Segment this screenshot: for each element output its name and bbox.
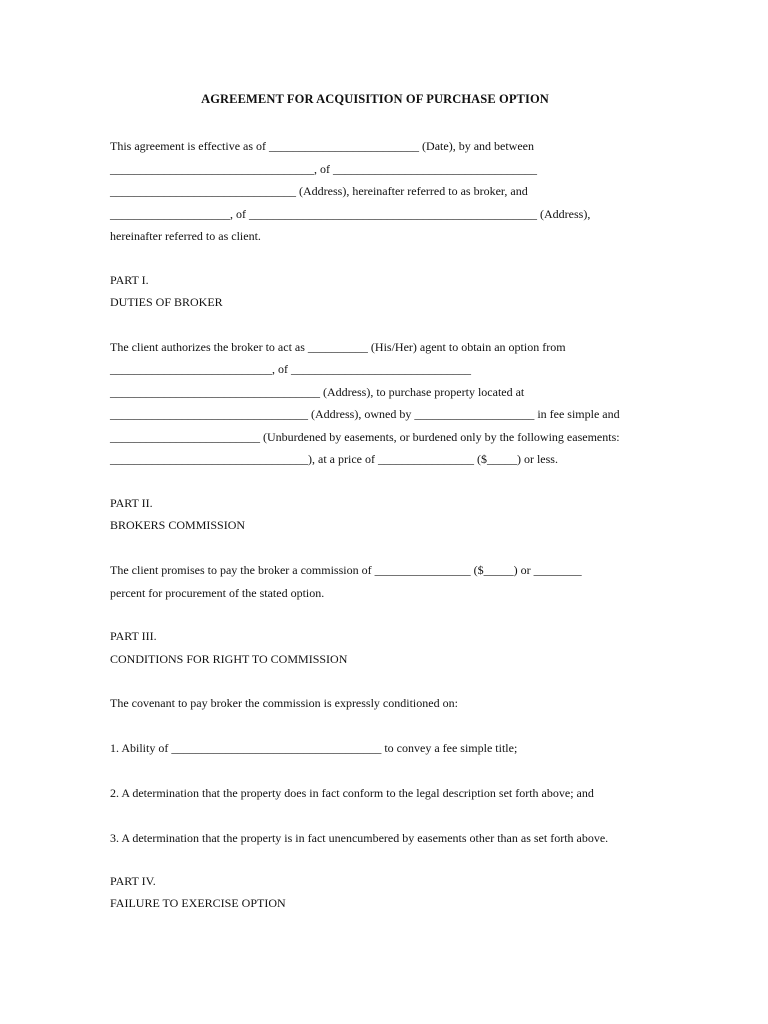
intro-line-2: __________________________________, of __________________________________ — [110, 162, 537, 176]
part2-heading: PART II. — [110, 496, 153, 510]
part2-line-2: percent for procurement of the stated option. — [110, 586, 325, 600]
part3-subheading: CONDITIONS FOR RIGHT TO COMMISSION — [110, 652, 348, 666]
part1-line-6: _________________________________), at a price of ________________ ($_____) or less. — [110, 452, 558, 466]
part4-heading: PART IV. — [110, 874, 156, 888]
part3-item-1: 1. Ability of ___________________________________ to convey a fee simple title; — [110, 741, 518, 755]
intro-line-4: ____________________, of ________________________________________________ (Address), — [110, 207, 591, 221]
document-title: AGREEMENT FOR ACQUISITION OF PURCHASE OPTION — [201, 92, 549, 106]
part3-heading: PART III. — [110, 629, 157, 643]
part2-subheading: BROKERS COMMISSION — [110, 518, 246, 532]
part1-line-2: ___________________________, of ______________________________ — [110, 362, 471, 376]
part3-item-3: 3. A determination that the property is in fact unencumbered by easements other than as set forth above. — [110, 831, 609, 845]
part1-heading: PART I. — [110, 273, 149, 287]
part1-line-5: _________________________ (Unburdened by easements, or burdened only by the following easements: — [110, 430, 620, 444]
part1-line-3: ___________________________________ (Address), to purchase property located at — [110, 385, 525, 399]
document-page — [110, 0, 650, 1024]
part1-subheading: DUTIES OF BROKER — [110, 295, 223, 309]
part3-item-2: 2. A determination that the property does in fact conform to the legal description set forth above; and — [110, 786, 594, 800]
intro-line-1: This agreement is effective as of _________________________ (Date), by and between — [110, 139, 534, 153]
part4-subheading: FAILURE TO EXERCISE OPTION — [110, 896, 286, 910]
intro-line-5: hereinafter referred to as client. — [110, 229, 261, 243]
intro-line-3: _______________________________ (Address), hereinafter referred to as broker, and — [110, 184, 528, 198]
part1-line-4: _________________________________ (Address), owned by ____________________ in fee simple and — [110, 407, 620, 421]
part2-line-1: The client promises to pay the broker a commission of ________________ ($_____) or ________ — [110, 563, 582, 577]
part3-intro: The covenant to pay broker the commission is expressly conditioned on: — [110, 696, 458, 710]
part1-line-1: The client authorizes the broker to act as __________ (His/Her) agent to obtain an option from — [110, 340, 566, 354]
